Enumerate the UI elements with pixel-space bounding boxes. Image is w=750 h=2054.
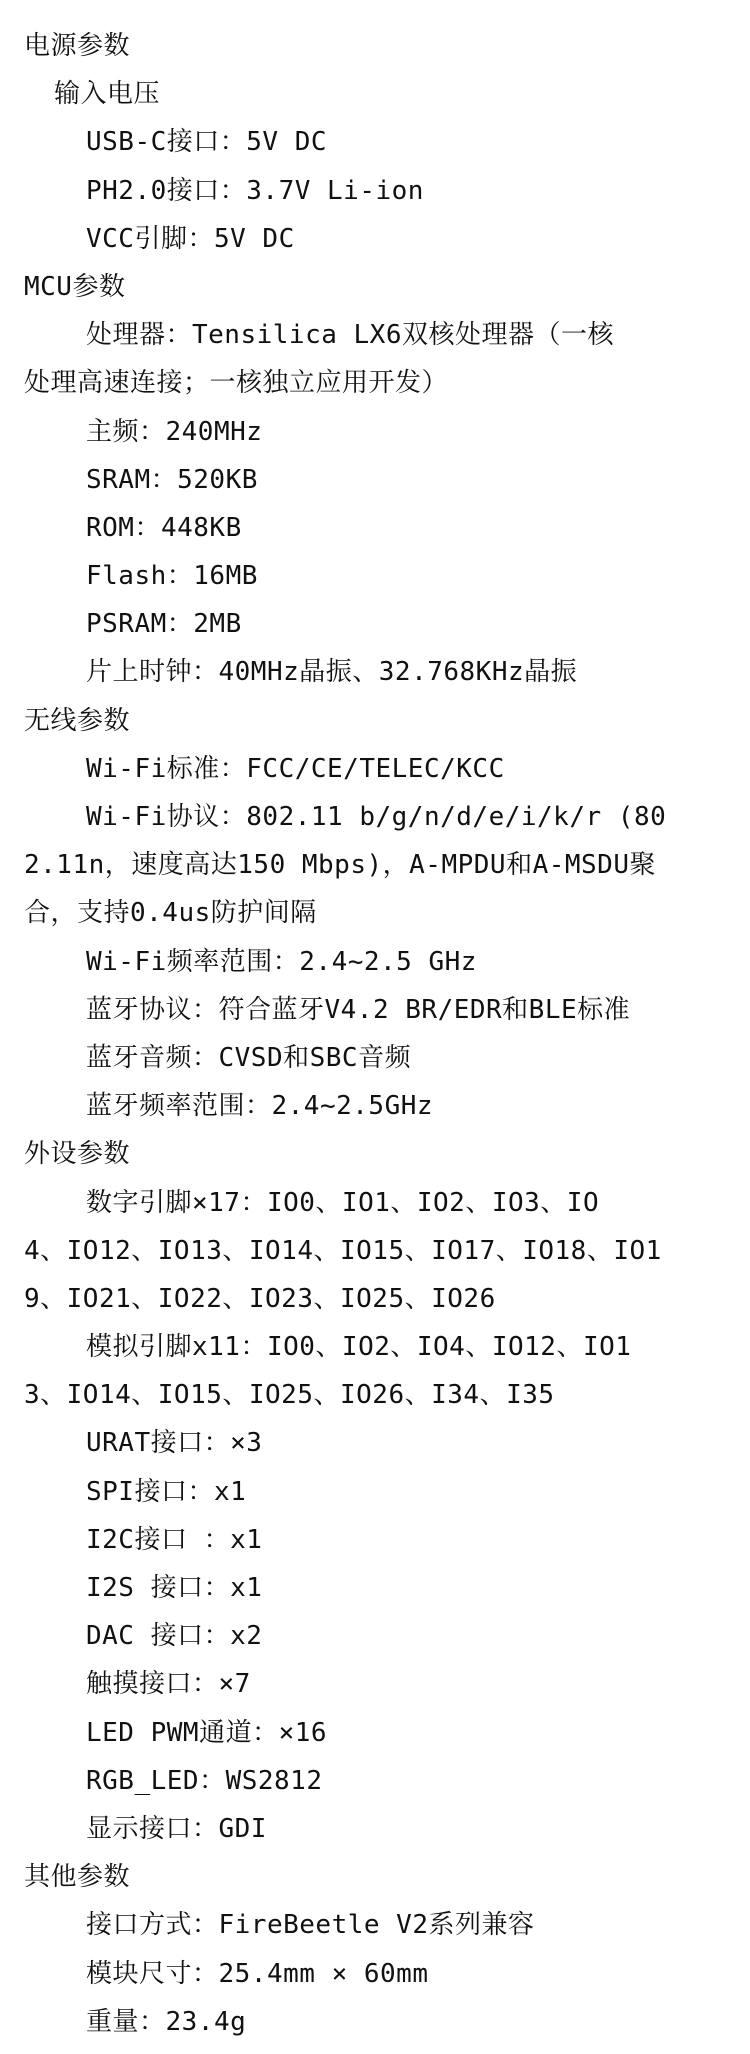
spec-psram: PSRAM：2MB xyxy=(86,609,242,640)
spec-dac: DAC 接口：x2 xyxy=(86,1621,263,1652)
spec-module-size: 模块尺寸：25.4mm × 60mm xyxy=(86,1958,429,1989)
spec-wifi-frequency: Wi-Fi频率范围：2.4~2.5 GHz xyxy=(86,946,477,977)
spec-vcc: VCC引脚：5V DC xyxy=(86,223,295,254)
spec-processor-line1: 处理器：Tensilica LX6双核处理器（一核 xyxy=(86,320,614,351)
spec-digital-pins-line2: 4、IO12、IO13、IO14、IO15、IO17、IO18、IO1 xyxy=(24,1235,662,1266)
spec-usbc: USB-C接口：5V DC xyxy=(86,127,328,158)
spec-uart: URAT接口：×3 xyxy=(86,1428,263,1459)
section-title-power: 电源参数 xyxy=(24,31,131,61)
spec-display-interface: 显示接口：GDI xyxy=(86,1813,267,1844)
spec-wifi-protocol-line1: Wi-Fi协议：802.11 b/g/n/d/e/i/k/r (80 xyxy=(86,802,667,832)
spec-i2c: I2C接口 ：x1 xyxy=(86,1524,263,1555)
spec-wifi-protocol-line2: 2.11n，速度高达150 Mbps)，A-MPDU和A-MSDU聚 xyxy=(24,850,656,881)
section-title-mcu: MCU参数 xyxy=(24,271,126,302)
spec-spi: SPI接口：x1 xyxy=(86,1476,247,1507)
spec-processor-line2: 处理高速连接；一核独立应用开发） xyxy=(24,368,449,399)
spec-bt-protocol: 蓝牙协议：符合蓝牙V4.2 BR/EDR和BLE标准 xyxy=(86,994,631,1025)
section-title-wireless: 无线参数 xyxy=(24,705,131,736)
spec-wifi-protocol-line3: 合，支持0.4us防护间隔 xyxy=(24,898,317,929)
spec-bt-audio: 蓝牙音频：CVSD和SBC音频 xyxy=(86,1042,412,1073)
section-title-peripheral: 外设参数 xyxy=(24,1139,131,1170)
spec-wifi-standard: Wi-Fi标准：FCC/CE/TELEC/KCC xyxy=(86,753,505,784)
spec-analog-pins-line1: 模拟引脚x11：IO0、IO2、IO4、IO12、IO1 xyxy=(86,1332,632,1363)
section-title-other: 其他参数 xyxy=(24,1862,131,1893)
spec-digital-pins-line3: 9、IO21、IO22、IO23、IO25、IO26 xyxy=(24,1283,496,1314)
spec-digital-pins-line1: 数字引脚×17：IO0、IO1、IO2、IO3、IO xyxy=(86,1187,600,1218)
spec-rom: ROM：448KB xyxy=(86,512,242,543)
spec-flash: Flash：16MB xyxy=(86,561,258,592)
subsection-input-voltage: 输入电压 xyxy=(54,79,161,110)
spec-sram: SRAM：520KB xyxy=(86,464,258,495)
spec-bt-frequency: 蓝牙频率范围：2.4~2.5GHz xyxy=(86,1091,434,1122)
spec-analog-pins-line2: 3、IO14、IO15、IO25、IO26、I34、I35 xyxy=(24,1380,555,1411)
spec-weight: 重量：23.4g xyxy=(86,2006,247,2037)
spec-interface-type: 接口方式：FireBeetle V2系列兼容 xyxy=(86,1910,535,1941)
spec-touch: 触摸接口：×7 xyxy=(86,1669,251,1700)
spec-clock: 片上时钟：40MHz晶振、32.768KHz晶振 xyxy=(86,657,578,688)
spec-rgb-led: RGB_LED：WS2812 xyxy=(86,1765,323,1796)
spec-led-pwm: LED PWM通道：×16 xyxy=(86,1717,328,1748)
spec-ph20: PH2.0接口：3.7V Li-ion xyxy=(86,175,424,206)
spec-i2s: I2S 接口：x1 xyxy=(86,1573,263,1603)
spec-frequency: 主频：240MHz xyxy=(86,416,263,447)
